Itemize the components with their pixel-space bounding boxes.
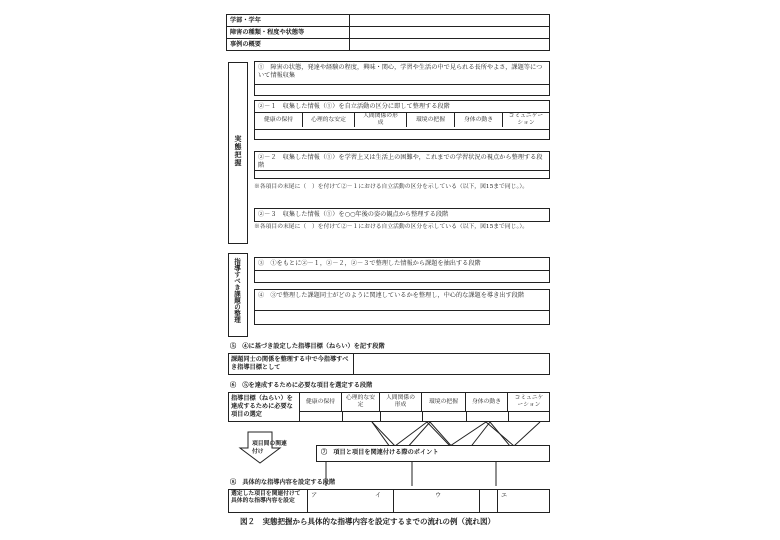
issues-label: 指導すべき課題の整理 <box>233 258 241 323</box>
category-communication: コミュニケーション <box>508 113 544 126</box>
header-case-label: 事例の概要 <box>230 41 261 48</box>
step4-text: ④ ③で整理した課題同士がどのように関連しているかを整理し，中心的な課題を導き出す段階 <box>258 292 525 299</box>
step2-2-text: ②－２ 収集した情報（①）を学習上又は生活上の困難や，これまでの学習状況の視点から整理する段階 <box>258 154 543 169</box>
step6-category-environment: 環境の把握 <box>422 393 466 411</box>
step1-text: ① 障害の状態，発達や経験の程度，興味・関心，学習や生活の中で見られる長所やよさ，課題等について情報収集 <box>258 64 543 79</box>
step8-label: 選定した項目を関連付けて具体的な指導内容を設定 <box>231 491 301 504</box>
step2-3-text: ②－３ 収集した情報（①）を○○年後の姿の観点から整理する段階 <box>258 211 449 218</box>
category-environment: 環境の把握 <box>407 113 455 127</box>
category-psychological: 心理的な安定 <box>303 113 355 127</box>
arrow-label: 項目間の関連付け <box>252 441 287 455</box>
step2-2-note: ※各項目の末尾に（ ）を付けて②－１における自立活動の区分を示している（以下，図15まで同じ。）。 <box>254 184 529 190</box>
header-grade-label: 学部・学年 <box>230 17 261 24</box>
category-relationships: 人間関係の形成 <box>355 113 407 127</box>
jittai-haaku-label: 実態把握 <box>234 135 243 167</box>
step6-category-health: 健康の保持 <box>300 393 342 411</box>
step6-label: 指導目標（ねらい）を達成するために必要な項目の選定 <box>231 395 293 418</box>
step7-box <box>316 445 550 462</box>
step6-category-body-movement: 身体の動き <box>466 393 508 411</box>
step6-title: ⑥ ⑤を達成するために必要な項目を選定する段階 <box>230 382 373 389</box>
figure-caption: 図２ 実態把握から具体的な指導内容を設定するまでの流れの例（流れ図） <box>240 517 495 526</box>
category-body-movement: 身体の動き <box>455 113 503 127</box>
step8-col-e: エ <box>501 492 508 499</box>
step3-text: ③ ①をもとに②－１，②－２，②－３で整理した情報から課題を抽出する段階 <box>258 260 481 267</box>
step7-text: ⑦ 項目と項目を関連付ける際のポイント <box>321 449 439 456</box>
step8-col-u: ウ <box>435 492 442 499</box>
step5-label: 課題同士の関係を整理する中で今指導すべき指導目標として <box>231 356 349 371</box>
step8-table <box>228 489 550 513</box>
step8-title: ⑧ 具体的な指導内容を設定する段階 <box>230 479 336 486</box>
step5-title: ⑤ ④に基づき設定した指導目標（ねらい）を記す段階 <box>230 343 385 350</box>
step8-col-a: ア <box>311 492 318 499</box>
step6-category-relationships: 人間関係の形成 <box>380 393 422 411</box>
step2-1-text: ②－１ 収集した情報（①）を自立活動の区分に即して整理する段階 <box>258 103 450 110</box>
step6-category-communication: コミュニケーション <box>514 395 544 408</box>
zigzag-line <box>372 422 540 446</box>
step8-col-i: イ <box>375 492 382 499</box>
step6-category-psychological: 心理的な安定 <box>342 393 380 411</box>
header-disability-label: 障害の種類・程度や状態等 <box>230 29 305 36</box>
step2-3-note: ※各項目の末尾に（ ）を付けて②－１における自立活動の区分を示している（以下，図15まで同じ。）。 <box>254 224 529 230</box>
category-health: 健康の保持 <box>255 113 303 127</box>
